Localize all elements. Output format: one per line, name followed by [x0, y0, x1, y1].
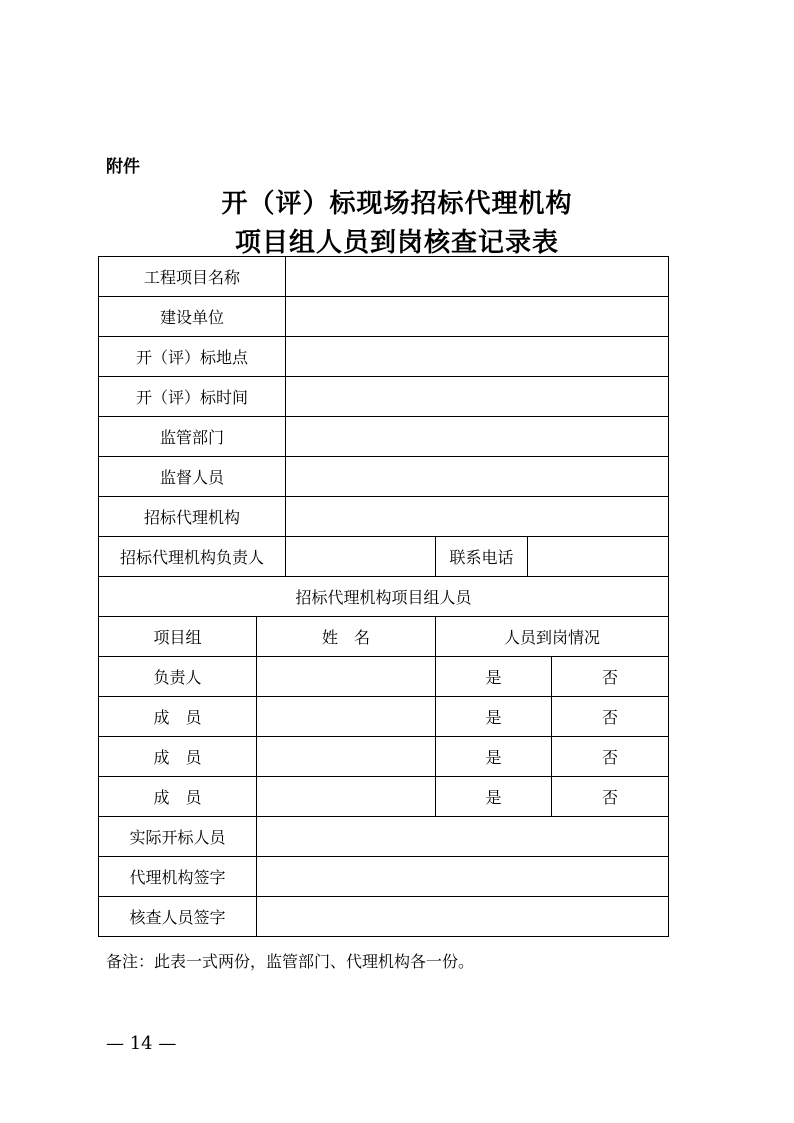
team-name-field[interactable]: [257, 777, 436, 817]
team-role: 负责人: [99, 657, 257, 697]
field-actual-openers[interactable]: [257, 817, 669, 857]
field-phone[interactable]: [528, 537, 669, 577]
field-time[interactable]: [286, 377, 669, 417]
table-row: [99, 737, 669, 777]
team-section-title: 招标代理机构项目组人员: [99, 577, 669, 617]
row-agency: [99, 497, 669, 537]
team-role: 成 员: [99, 697, 257, 737]
row-time: [99, 377, 669, 417]
team-role: 成 员: [99, 777, 257, 817]
label-time: 开（评）标时间: [99, 377, 286, 417]
status-no-option[interactable]: 否: [552, 777, 669, 817]
remark-note: 备注：此表一式两份，监管部门、代理机构各一份。: [106, 952, 475, 971]
team-name-field[interactable]: [257, 657, 436, 697]
header-status: 人员到岗情况: [436, 617, 669, 657]
field-agency-sign[interactable]: [257, 857, 669, 897]
record-form-table: [98, 256, 669, 937]
label-agency-head: 招标代理机构负责人: [99, 537, 286, 577]
field-checker-sign[interactable]: [257, 897, 669, 937]
row-project-name: [99, 257, 669, 297]
label-regulator: 监管部门: [99, 417, 286, 457]
row-supervisor: [99, 457, 669, 497]
table-row: [99, 657, 669, 697]
header-name: 姓 名: [257, 617, 436, 657]
label-builder: 建设单位: [99, 297, 286, 337]
status-no-option[interactable]: 否: [552, 657, 669, 697]
label-phone: 联系电话: [436, 537, 528, 577]
row-agency-sign: [99, 857, 669, 897]
row-team-headers: [99, 617, 669, 657]
field-builder[interactable]: [286, 297, 669, 337]
table-row: [99, 777, 669, 817]
status-no-option[interactable]: 否: [552, 737, 669, 777]
label-supervisor: 监督人员: [99, 457, 286, 497]
team-name-field[interactable]: [257, 737, 436, 777]
table-row: [99, 697, 669, 737]
row-location: [99, 337, 669, 377]
page-title-line-2: 项目组人员到岗核查记录表: [234, 228, 559, 258]
team-name-field[interactable]: [257, 697, 436, 737]
label-agency: 招标代理机构: [99, 497, 286, 537]
row-builder: [99, 297, 669, 337]
status-yes-option[interactable]: 是: [436, 657, 552, 697]
row-team-section: [99, 577, 669, 617]
status-yes-option[interactable]: 是: [436, 737, 552, 777]
page-number: — 14 —: [106, 1033, 177, 1054]
field-project-name[interactable]: [286, 257, 669, 297]
label-agency-sign: 代理机构签字: [99, 857, 257, 897]
label-location: 开（评）标地点: [99, 337, 286, 377]
status-yes-option[interactable]: 是: [436, 697, 552, 737]
label-checker-sign: 核查人员签字: [99, 897, 257, 937]
field-regulator[interactable]: [286, 417, 669, 457]
row-agency-head: [99, 537, 669, 577]
label-actual-openers: 实际开标人员: [99, 817, 257, 857]
attachment-label: 附件: [106, 157, 140, 177]
row-actual-openers: [99, 817, 669, 857]
team-role: 成 员: [99, 737, 257, 777]
field-supervisor[interactable]: [286, 457, 669, 497]
row-checker-sign: [99, 897, 669, 937]
status-yes-option[interactable]: 是: [436, 777, 552, 817]
field-location[interactable]: [286, 337, 669, 377]
page-title-line-1: 开（评）标现场招标代理机构: [221, 189, 573, 219]
status-no-option[interactable]: 否: [552, 697, 669, 737]
field-agency[interactable]: [286, 497, 669, 537]
row-regulator: [99, 417, 669, 457]
field-agency-head[interactable]: [286, 537, 436, 577]
header-group: 项目组: [99, 617, 257, 657]
label-project-name: 工程项目名称: [99, 257, 286, 297]
